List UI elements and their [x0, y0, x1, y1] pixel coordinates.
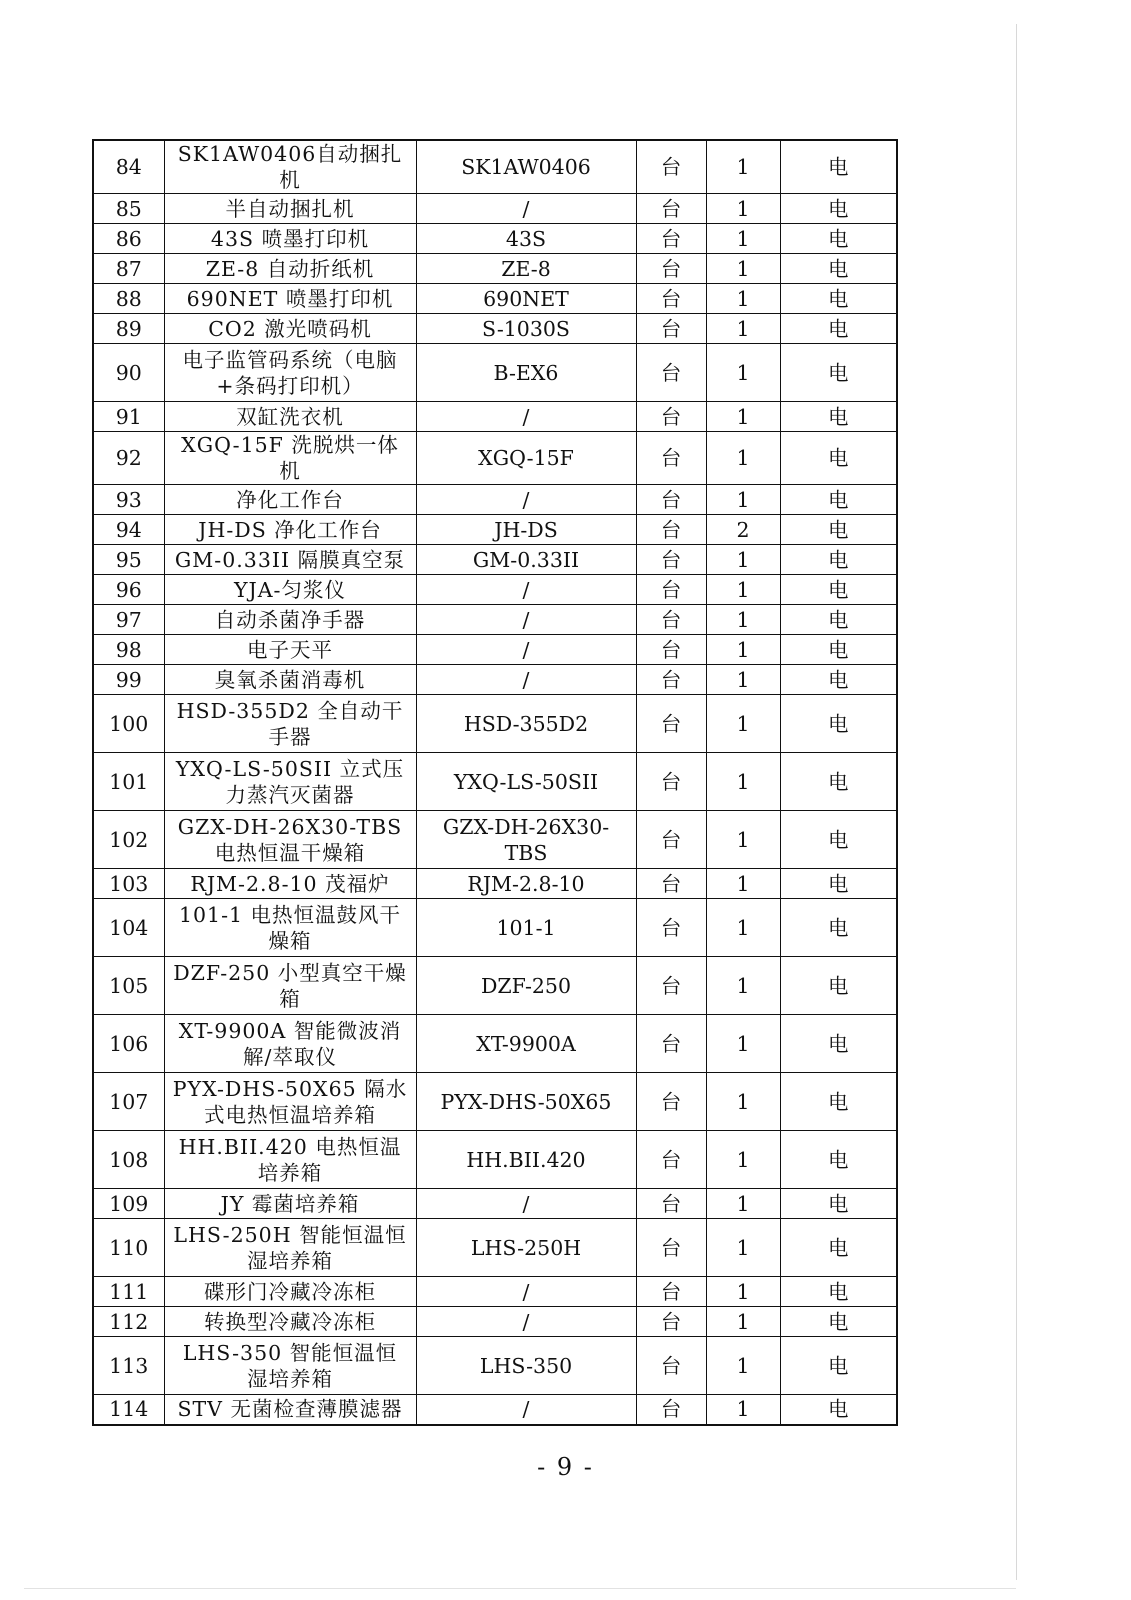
equipment-name: STV 无菌检查薄膜滤器	[164, 1395, 416, 1425]
equipment-name: YJA-匀浆仪	[164, 575, 416, 605]
equipment-quantity: 1	[706, 1189, 780, 1219]
equipment-model: XT-9900A	[416, 1015, 636, 1073]
equipment-unit: 台	[636, 545, 706, 575]
equipment-quantity: 1	[706, 194, 780, 224]
row-number: 88	[93, 284, 164, 314]
equipment-quantity: 1	[706, 575, 780, 605]
equipment-model: 101-1	[416, 899, 636, 957]
table-row	[93, 344, 897, 402]
equipment-model: /	[416, 1277, 636, 1307]
equipment-unit: 台	[636, 402, 706, 432]
equipment-model: JH-DS	[416, 515, 636, 545]
equipment-unit: 台	[636, 1189, 706, 1219]
equipment-unit: 台	[636, 515, 706, 545]
equipment-name: 转换型冷藏冷冻柜	[164, 1307, 416, 1337]
equipment-name: 电子监管码系统（电脑+条码打印机）	[164, 344, 416, 402]
energy-source: 电	[780, 344, 897, 402]
equipment-model: /	[416, 635, 636, 665]
energy-source: 电	[780, 194, 897, 224]
energy-source: 电	[780, 605, 897, 635]
equipment-unit: 台	[636, 224, 706, 254]
equipment-name: DZF-250 小型真空干燥箱	[164, 957, 416, 1015]
equipment-name: XT-9900A 智能微波消解/萃取仪	[164, 1015, 416, 1073]
table-row	[93, 1395, 897, 1425]
equipment-model: HSD-355D2	[416, 695, 636, 753]
equipment-name: JY 霉菌培养箱	[164, 1189, 416, 1219]
table-row	[93, 1131, 897, 1189]
equipment-model: GZX-DH-26X30-TBS	[416, 811, 636, 869]
equipment-model: DZF-250	[416, 957, 636, 1015]
equipment-name: LHS-350 智能恒温恒湿培养箱	[164, 1337, 416, 1395]
energy-source: 电	[780, 485, 897, 515]
equipment-unit: 台	[636, 695, 706, 753]
table-row	[93, 545, 897, 575]
equipment-model: RJM-2.8-10	[416, 869, 636, 899]
energy-source: 电	[780, 284, 897, 314]
energy-source: 电	[780, 432, 897, 485]
energy-source: 电	[780, 254, 897, 284]
equipment-unit: 台	[636, 284, 706, 314]
energy-source: 电	[780, 753, 897, 811]
document-page	[92, 139, 896, 1426]
equipment-model: 690NET	[416, 284, 636, 314]
equipment-name: 43S 喷墨打印机	[164, 224, 416, 254]
equipment-name: YXQ-LS-50SII 立式压力蒸汽灭菌器	[164, 753, 416, 811]
equipment-model: /	[416, 194, 636, 224]
table-row	[93, 1337, 897, 1395]
row-number: 104	[93, 899, 164, 957]
equipment-quantity: 1	[706, 402, 780, 432]
equipment-quantity: 1	[706, 432, 780, 485]
equipment-model: HH.BII.420	[416, 1131, 636, 1189]
equipment-quantity: 1	[706, 140, 780, 194]
equipment-name: CO2 激光喷码机	[164, 314, 416, 344]
equipment-unit: 台	[636, 605, 706, 635]
equipment-model: /	[416, 575, 636, 605]
equipment-quantity: 1	[706, 753, 780, 811]
table-row	[93, 1073, 897, 1131]
table-row	[93, 811, 897, 869]
equipment-name: 101-1 电热恒温鼓风干燥箱	[164, 899, 416, 957]
equipment-model: GM-0.33II	[416, 545, 636, 575]
row-number: 97	[93, 605, 164, 635]
equipment-unit: 台	[636, 1073, 706, 1131]
row-number: 110	[93, 1219, 164, 1277]
energy-source: 电	[780, 224, 897, 254]
equipment-quantity: 2	[706, 515, 780, 545]
equipment-model: PYX-DHS-50X65	[416, 1073, 636, 1131]
table-row	[93, 485, 897, 515]
energy-source: 电	[780, 1395, 897, 1425]
energy-source: 电	[780, 899, 897, 957]
equipment-model: XGQ-15F	[416, 432, 636, 485]
table-row	[93, 753, 897, 811]
row-number: 87	[93, 254, 164, 284]
energy-source: 电	[780, 314, 897, 344]
equipment-quantity: 1	[706, 957, 780, 1015]
equipment-quantity: 1	[706, 1395, 780, 1425]
equipment-quantity: 1	[706, 665, 780, 695]
energy-source: 电	[780, 665, 897, 695]
equipment-unit: 台	[636, 899, 706, 957]
row-number: 90	[93, 344, 164, 402]
equipment-name: PYX-DHS-50X65 隔水式电热恒温培养箱	[164, 1073, 416, 1131]
scan-edge-right	[1016, 24, 1017, 1580]
row-number: 100	[93, 695, 164, 753]
energy-source: 电	[780, 1337, 897, 1395]
energy-source: 电	[780, 1277, 897, 1307]
equipment-name: HSD-355D2 全自动干手器	[164, 695, 416, 753]
table-row	[93, 140, 897, 194]
equipment-name: LHS-250H 智能恒温恒湿培养箱	[164, 1219, 416, 1277]
equipment-model: LHS-350	[416, 1337, 636, 1395]
equipment-unit: 台	[636, 1337, 706, 1395]
equipment-quantity: 1	[706, 1073, 780, 1131]
equipment-quantity: 1	[706, 344, 780, 402]
table-row	[93, 254, 897, 284]
equipment-name: 臭氧杀菌消毒机	[164, 665, 416, 695]
equipment-unit: 台	[636, 314, 706, 344]
table-row	[93, 284, 897, 314]
equipment-model: /	[416, 1395, 636, 1425]
equipment-quantity: 1	[706, 1337, 780, 1395]
energy-source: 电	[780, 515, 897, 545]
energy-source: 电	[780, 1073, 897, 1131]
equipment-quantity: 1	[706, 1277, 780, 1307]
row-number: 103	[93, 869, 164, 899]
row-number: 105	[93, 957, 164, 1015]
row-number: 107	[93, 1073, 164, 1131]
table-row	[93, 869, 897, 899]
row-number: 93	[93, 485, 164, 515]
equipment-unit: 台	[636, 575, 706, 605]
equipment-unit: 台	[636, 1395, 706, 1425]
table-row	[93, 1015, 897, 1073]
equipment-unit: 台	[636, 140, 706, 194]
equipment-model: /	[416, 1307, 636, 1337]
equipment-model: B-EX6	[416, 344, 636, 402]
equipment-unit: 台	[636, 194, 706, 224]
page-number: - 9 -	[537, 1453, 594, 1481]
row-number: 85	[93, 194, 164, 224]
equipment-quantity: 1	[706, 635, 780, 665]
equipment-unit: 台	[636, 1307, 706, 1337]
energy-source: 电	[780, 811, 897, 869]
equipment-unit: 台	[636, 485, 706, 515]
equipment-model: /	[416, 605, 636, 635]
energy-source: 电	[780, 1307, 897, 1337]
table-row	[93, 515, 897, 545]
row-number: 108	[93, 1131, 164, 1189]
equipment-name: RJM-2.8-10 茂福炉	[164, 869, 416, 899]
equipment-name: 690NET 喷墨打印机	[164, 284, 416, 314]
table-row	[93, 665, 897, 695]
row-number: 92	[93, 432, 164, 485]
scan-edge-bottom	[24, 1588, 1016, 1589]
table-row	[93, 1307, 897, 1337]
equipment-quantity: 1	[706, 1015, 780, 1073]
table-row	[93, 1277, 897, 1307]
row-number: 113	[93, 1337, 164, 1395]
equipment-name: 半自动捆扎机	[164, 194, 416, 224]
table-row	[93, 899, 897, 957]
equipment-quantity: 1	[706, 869, 780, 899]
equipment-name: 双缸洗衣机	[164, 402, 416, 432]
row-number: 94	[93, 515, 164, 545]
table-row	[93, 224, 897, 254]
energy-source: 电	[780, 1015, 897, 1073]
equipment-model: ZE-8	[416, 254, 636, 284]
equipment-unit: 台	[636, 753, 706, 811]
equipment-unit: 台	[636, 254, 706, 284]
energy-source: 电	[780, 957, 897, 1015]
equipment-model: /	[416, 402, 636, 432]
row-number: 114	[93, 1395, 164, 1425]
equipment-unit: 台	[636, 1277, 706, 1307]
equipment-unit: 台	[636, 957, 706, 1015]
row-number: 91	[93, 402, 164, 432]
equipment-unit: 台	[636, 665, 706, 695]
energy-source: 电	[780, 695, 897, 753]
equipment-unit: 台	[636, 1015, 706, 1073]
equipment-quantity: 1	[706, 1131, 780, 1189]
row-number: 96	[93, 575, 164, 605]
equipment-model: /	[416, 485, 636, 515]
equipment-model: S-1030S	[416, 314, 636, 344]
row-number: 102	[93, 811, 164, 869]
equipment-name: HH.BII.420 电热恒温培养箱	[164, 1131, 416, 1189]
row-number: 95	[93, 545, 164, 575]
table-row	[93, 194, 897, 224]
energy-source: 电	[780, 635, 897, 665]
equipment-name: GZX-DH-26X30-TBS 电热恒温干燥箱	[164, 811, 416, 869]
table-row	[93, 957, 897, 1015]
equipment-unit: 台	[636, 635, 706, 665]
equipment-model: 43S	[416, 224, 636, 254]
energy-source: 电	[780, 545, 897, 575]
equipment-model: YXQ-LS-50SII	[416, 753, 636, 811]
equipment-unit: 台	[636, 1131, 706, 1189]
table-row	[93, 695, 897, 753]
row-number: 112	[93, 1307, 164, 1337]
equipment-model: SK1AW0406	[416, 140, 636, 194]
equipment-quantity: 1	[706, 224, 780, 254]
equipment-model: /	[416, 665, 636, 695]
equipment-quantity: 1	[706, 1307, 780, 1337]
energy-source: 电	[780, 402, 897, 432]
equipment-unit: 台	[636, 344, 706, 402]
row-number: 99	[93, 665, 164, 695]
row-number: 89	[93, 314, 164, 344]
energy-source: 电	[780, 1219, 897, 1277]
equipment-quantity: 1	[706, 605, 780, 635]
equipment-model: /	[416, 1189, 636, 1219]
row-number: 84	[93, 140, 164, 194]
equipment-unit: 台	[636, 869, 706, 899]
energy-source: 电	[780, 1189, 897, 1219]
row-number: 109	[93, 1189, 164, 1219]
table-row	[93, 635, 897, 665]
energy-source: 电	[780, 575, 897, 605]
equipment-quantity: 1	[706, 695, 780, 753]
equipment-quantity: 1	[706, 811, 780, 869]
equipment-quantity: 1	[706, 485, 780, 515]
equipment-name: XGQ-15F 洗脱烘一体机	[164, 432, 416, 485]
equipment-quantity: 1	[706, 284, 780, 314]
equipment-quantity: 1	[706, 254, 780, 284]
row-number: 86	[93, 224, 164, 254]
table-row	[93, 1219, 897, 1277]
row-number: 106	[93, 1015, 164, 1073]
equipment-unit: 台	[636, 1219, 706, 1277]
equipment-model: LHS-250H	[416, 1219, 636, 1277]
table-row	[93, 314, 897, 344]
table-row	[93, 1189, 897, 1219]
equipment-name: 自动杀菌净手器	[164, 605, 416, 635]
equipment-quantity: 1	[706, 1219, 780, 1277]
table-row	[93, 432, 897, 485]
energy-source: 电	[780, 869, 897, 899]
equipment-quantity: 1	[706, 314, 780, 344]
equipment-name: 电子天平	[164, 635, 416, 665]
equipment-name: GM-0.33II 隔膜真空泵	[164, 545, 416, 575]
equipment-name: JH-DS 净化工作台	[164, 515, 416, 545]
equipment-name: SK1AW0406自动捆扎机	[164, 140, 416, 194]
energy-source: 电	[780, 140, 897, 194]
equipment-name: ZE-8 自动折纸机	[164, 254, 416, 284]
table-row	[93, 402, 897, 432]
table-row	[93, 575, 897, 605]
equipment-unit: 台	[636, 811, 706, 869]
equipment-quantity: 1	[706, 545, 780, 575]
equipment-unit: 台	[636, 432, 706, 485]
energy-source: 电	[780, 1131, 897, 1189]
equipment-name: 碟形门冷藏冷冻柜	[164, 1277, 416, 1307]
table-row	[93, 605, 897, 635]
equipment-quantity: 1	[706, 899, 780, 957]
row-number: 111	[93, 1277, 164, 1307]
equipment-table	[92, 139, 898, 1426]
equipment-name: 净化工作台	[164, 485, 416, 515]
row-number: 98	[93, 635, 164, 665]
row-number: 101	[93, 753, 164, 811]
